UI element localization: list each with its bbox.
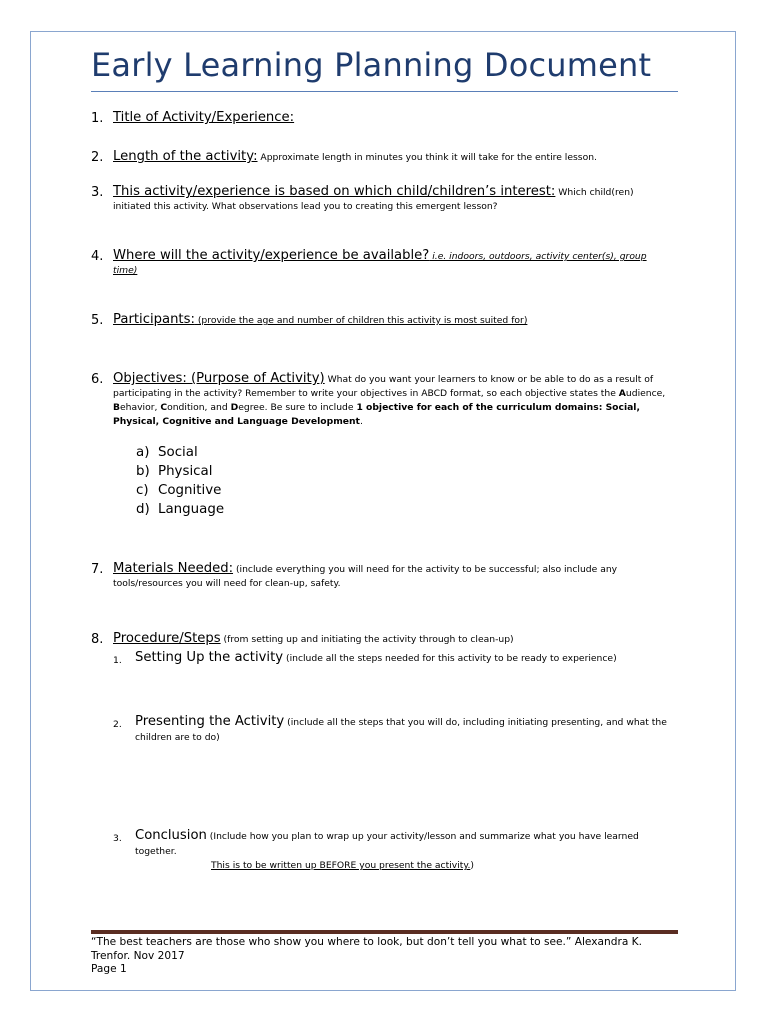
footer <box>91 936 681 977</box>
item-title-of-activity <box>91 111 671 126</box>
conclusion-note: This is to be written up BEFORE you present the activity. <box>211 860 471 871</box>
domain-letter: a) <box>136 445 150 460</box>
domain-letter: c) <box>136 483 149 498</box>
domain-label: Cognitive <box>158 483 222 498</box>
abcd-letter-c: C <box>160 402 168 413</box>
footer-divider <box>91 930 678 934</box>
abcd-text: ehavior, <box>120 402 161 413</box>
domain-language <box>136 502 224 517</box>
step-setting-up <box>113 651 673 667</box>
abcd-text: egree. Be sure to include <box>238 402 357 413</box>
domain-letter: d) <box>136 502 150 517</box>
domain-social <box>136 445 198 460</box>
step-heading: Setting Up the activity <box>135 650 284 665</box>
item-heading: Materials Needed: <box>113 561 234 576</box>
item-number: 2. <box>91 150 104 165</box>
abcd-text: udience, <box>625 388 666 399</box>
item-number: 1. <box>91 111 104 126</box>
domain-label: Physical <box>158 464 213 479</box>
page-number: Page 1 <box>91 963 127 975</box>
item-objectives <box>91 372 671 429</box>
step-description: (Include how you plan to wrap up your activity/lesson and summarize what you have learned together. <box>135 831 639 857</box>
item-description: What do you want your learners to know or be able to do as a result of participating in the activity? Remember to write your objectives in ABCD format, so each objective states the <box>113 374 654 399</box>
item-materials <box>91 562 671 591</box>
abcd-text: ondition, and <box>167 402 231 413</box>
item-description: Approximate length in minutes you think it will take for the entire lesson. <box>257 152 597 163</box>
item-participants <box>91 313 671 328</box>
item-interest <box>91 185 671 214</box>
step-number: 1. <box>113 655 122 666</box>
item-heading: Title of Activity/Experience: <box>113 110 295 125</box>
domain-letter: b) <box>136 464 150 479</box>
abcd-letter-d: D <box>230 402 239 413</box>
item-number: 5. <box>91 313 104 328</box>
item-number: 3. <box>91 185 104 200</box>
step-number: 3. <box>113 833 122 844</box>
footer-quote: “The best teachers are those who show you where to look, but don’t tell you what to see.” Alexandra K. Trenfor. Nov 2017 <box>91 936 642 962</box>
item-description: (provide the age and number of children this activity is most suited for) <box>194 315 528 326</box>
step-conclusion <box>113 829 673 874</box>
item-description: i.e. indoors, outdoors, activity center(s), group time) <box>113 251 647 276</box>
step-presenting <box>113 715 673 745</box>
objectives-requirement: 1 objective for each of the curriculum domains: Social, Physical, Cognitive and Language Development <box>113 402 640 427</box>
domain-label: Social <box>158 445 198 460</box>
domain-physical <box>136 464 212 479</box>
item-availability <box>91 249 671 278</box>
item-number: 7. <box>91 562 104 577</box>
item-number: 8. <box>91 632 104 647</box>
item-description: (include everything you will need for the activity to be successful; also include any tools/resources you will need for clean-up, safety. <box>113 564 618 589</box>
item-number: 6. <box>91 372 104 387</box>
title-divider <box>91 91 678 92</box>
domain-label: Language <box>158 502 225 517</box>
item-heading: Objectives: (Purpose of Activity) <box>113 371 325 386</box>
item-heading: Where will the activity/experience be available? <box>113 248 430 263</box>
step-number: 2. <box>113 719 122 730</box>
step-description: (include all the steps that you will do, including initiating presenting, and what the children are to do) <box>135 717 667 743</box>
objectives-end: . <box>359 416 363 427</box>
item-length <box>91 150 671 165</box>
item-description: (from setting up and initiating the activity through to clean-up) <box>220 634 514 645</box>
step-heading: Presenting the Activity <box>135 714 285 729</box>
item-number: 4. <box>91 249 104 264</box>
step-description: (include all the steps needed for this activity to be ready to experience) <box>283 653 617 664</box>
domain-cognitive <box>136 483 221 498</box>
item-heading: Length of the activity: <box>113 149 258 164</box>
item-heading: This activity/experience is based on which child/children’s interest: <box>113 184 556 199</box>
step-heading: Conclusion <box>135 828 207 843</box>
item-description: Which child(ren) initiated this activity. What observations lead you to creating this emergent lesson? <box>113 187 634 212</box>
abcd-letter-a: A <box>618 388 626 399</box>
item-heading: Procedure/Steps <box>113 631 221 646</box>
item-procedure <box>91 632 671 647</box>
conclusion-close: ) <box>470 860 474 871</box>
item-heading: Participants: <box>113 312 195 327</box>
abcd-letter-b: B <box>113 402 121 413</box>
document-title: Early Learning Planning Document <box>91 46 652 84</box>
